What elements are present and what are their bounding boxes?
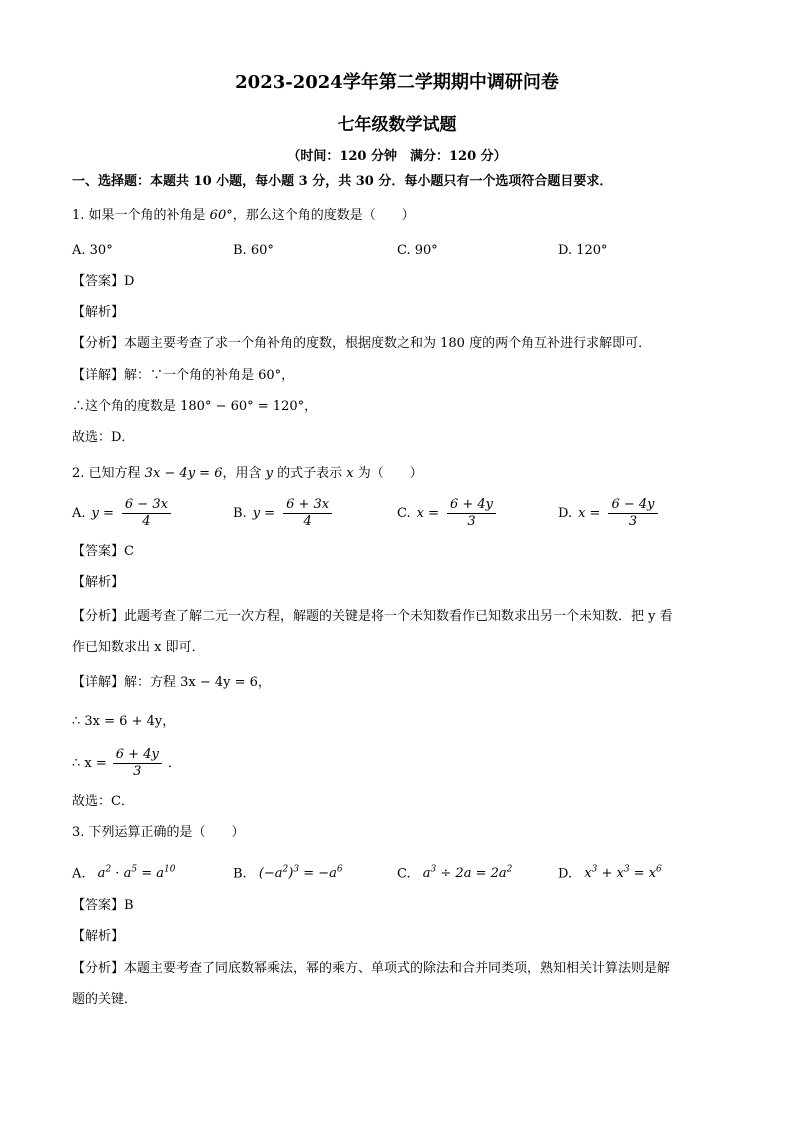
exam-subtitle: 七年级数学试题 [337, 115, 457, 135]
q2-option-b [233, 497, 334, 530]
question-2-stem [72, 465, 423, 483]
q2-option-c-numerator: 6 + 4y [447, 497, 496, 514]
q2-xiangjie: 【详解】解：方程 3x − 4y = 6， [72, 675, 271, 690]
q2-option-b-label: B. [233, 505, 247, 521]
q2-step-2-numerator: 6 + 4y [113, 747, 162, 764]
section-heading: 一、选择题：本题共 10 小题，每小题 3 分，共 30 分．每小题只有一个选项符合题目要求． [72, 174, 613, 189]
q2-option-d-denominator: 3 [628, 514, 638, 529]
q3-option-b: B. $(-a^2)^3 = -a^6$ [233, 865, 343, 882]
q1-fenxi: 【分析】本题主要考查了求一个角补角的度数，根据度数之和为 180 度的两个角互补进行求解即可． [72, 336, 652, 351]
q3-analysis-label: 【解析】 [72, 929, 125, 944]
q1-option-d: D. 120° [558, 243, 608, 258]
q2-option-d-label: D. [558, 505, 573, 521]
q1-stem-part-a: 1. 如果一个角的补角是 [72, 208, 210, 223]
q1-xiangjie: 【详解】解：∵一个角的补角是 60°， [72, 368, 295, 383]
q2-step-2-prefix: ∴ x = [72, 755, 107, 771]
q2-step-2-denominator: 3 [133, 764, 142, 779]
q2-step-2 [72, 747, 181, 780]
q2-option-a-label: A. [72, 505, 86, 521]
q3-option-d-label: D. [558, 866, 573, 882]
q3-option-c-label: C. [397, 866, 411, 882]
q3-fenxi-line-1: 【分析】本题主要考查了同底数幂乘法，幂的乘方、单项式的除法和合并同类项，熟知相关计算法则是解 [72, 961, 671, 976]
q3-answer: 【答案】B [72, 898, 134, 913]
question-1-stem [72, 207, 415, 225]
q2-step-1: ∴ 3x = 6 + 4y， [72, 714, 176, 729]
q1-stem-angle: 60° [209, 208, 233, 223]
exam-title: 2023-2024学年第二学期期中调研问卷 [235, 72, 559, 93]
q2-option-c-lhs: x = [416, 505, 439, 521]
q2-option-d-lhs: x = [578, 505, 601, 521]
q2-option-c-label: C. [397, 505, 411, 521]
q1-step-1: ∴这个角的度数是 180° − 60° = 120°， [72, 399, 318, 414]
q2-option-b-fraction [283, 497, 332, 530]
exam-time-info: （时间：120 分钟 满分：120 分） [287, 149, 507, 164]
q2-option-a-lhs: y = [91, 505, 114, 521]
q1-stem-part-b: ，那么这个角的度数是（ ） [232, 208, 415, 223]
q2-option-d-numerator: 6 − 4y [608, 497, 657, 514]
q2-step-2-suffix: ． [167, 755, 181, 771]
q2-option-a [72, 497, 173, 530]
q2-stem-y: y [265, 466, 273, 481]
q1-answer: 【答案】D [72, 274, 135, 289]
q2-stem-part-d: 为（ ） [353, 466, 423, 481]
q2-fenxi-line-2: 作已知数求出 x 即可． [72, 640, 205, 655]
q3-option-c: C. $a^3 \div 2a = 2a^2$ [397, 865, 513, 882]
q2-fenxi-line-1: 【分析】此题考查了解二元一次方程，解题的关键是将一个未知数看作已知数求出另一个未知数．把 y 看 [72, 609, 673, 624]
q2-stem-part-c: 的式子表示 [272, 466, 347, 481]
q2-option-b-lhs: y = [252, 505, 276, 521]
q1-option-a: A. 30° [72, 243, 113, 258]
q3-option-a: A. $a^2 \cdot a^5 = a^{10}$ [72, 865, 176, 882]
q2-step-2-fraction [113, 747, 162, 780]
q2-option-d-fraction [608, 497, 657, 530]
q2-option-a-denominator: 4 [142, 514, 151, 529]
q2-conclusion: 故选：C． [72, 794, 134, 809]
q2-option-a-numerator: 6 − 3x [122, 497, 171, 514]
question-3-stem: 3. 下列运算正确的是（ ） [72, 825, 245, 840]
q3-fenxi-line-2: 题的关键． [72, 992, 138, 1007]
q1-option-c: C. 90° [397, 243, 438, 258]
q3-option-b-label: B. [233, 866, 247, 882]
q2-option-a-fraction [122, 497, 171, 530]
q2-answer: 【答案】C [72, 544, 134, 559]
q2-option-b-numerator: 6 + 3x [283, 497, 332, 514]
q1-conclusion: 故选：D． [72, 430, 135, 445]
q2-analysis-label: 【解析】 [72, 575, 125, 590]
q3-option-d: D. $x^3 + x^3 = x^6$ [558, 865, 662, 882]
q3-option-a-label: A. [72, 866, 86, 882]
q2-option-c-fraction [447, 497, 496, 530]
q2-option-b-denominator: 4 [303, 514, 312, 529]
q2-stem-equation: 3x − 4y = 6 [144, 466, 223, 481]
q1-option-b: B. 60° [233, 243, 274, 258]
q2-option-c [397, 497, 498, 530]
q2-stem-part-b: ，用含 [222, 466, 266, 481]
q2-option-c-denominator: 3 [467, 514, 476, 529]
q1-analysis-label: 【解析】 [72, 305, 125, 320]
q2-stem-x: x [346, 466, 354, 481]
q2-option-d [558, 497, 660, 530]
q2-stem-part-a: 2. 已知方程 [72, 466, 145, 481]
